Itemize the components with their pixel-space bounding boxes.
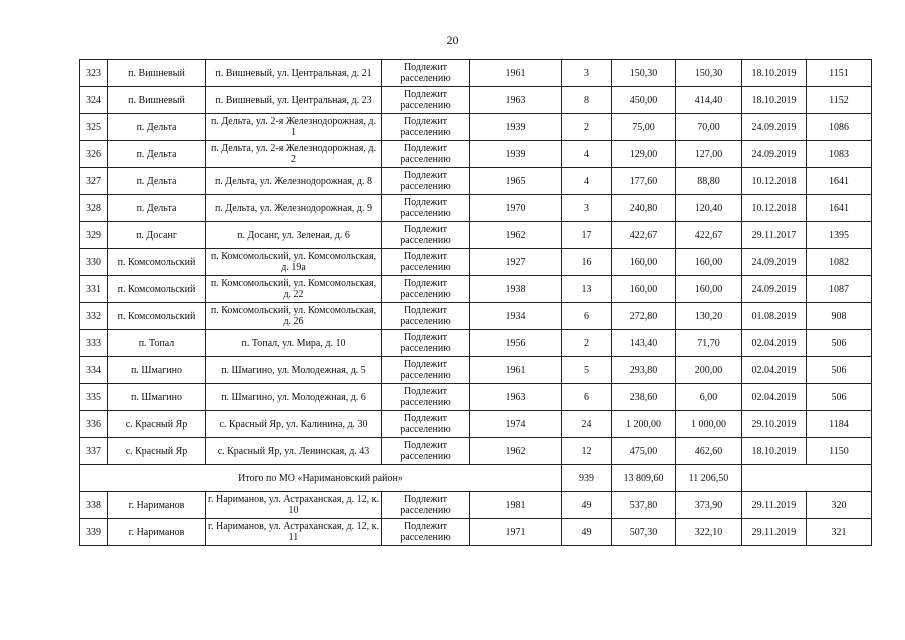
- year-cell: 1971: [470, 519, 562, 546]
- row-number: 336: [80, 411, 108, 438]
- row-number: 328: [80, 195, 108, 222]
- area-living-cell: 1 000,00: [676, 411, 742, 438]
- table-row: [80, 195, 872, 222]
- address-cell: с. Красный Яр, ул. Калинина, д. 30: [206, 411, 382, 438]
- settlement-cell: с. Красный Яр: [108, 411, 206, 438]
- date-cell: 24.09.2019: [742, 249, 807, 276]
- area-living-cell: 70,00: [676, 114, 742, 141]
- settlement-cell: с. Красный Яр: [108, 438, 206, 465]
- code-cell: 1082: [807, 249, 872, 276]
- table-row: [80, 384, 872, 411]
- area-total-cell: 75,00: [612, 114, 676, 141]
- status-cell: Подлежит расселению: [382, 114, 470, 141]
- date-cell: 18.10.2019: [742, 87, 807, 114]
- area-total-cell: 160,00: [612, 276, 676, 303]
- table-row: [80, 357, 872, 384]
- code-cell: 321: [807, 519, 872, 546]
- address-cell: с. Красный Яр, ул. Ленинская, д. 43: [206, 438, 382, 465]
- date-cell: 24.09.2019: [742, 141, 807, 168]
- area-total-cell: 177,60: [612, 168, 676, 195]
- status-cell: Подлежит расселению: [382, 141, 470, 168]
- date-cell: 10.12.2018: [742, 168, 807, 195]
- year-cell: 1962: [470, 222, 562, 249]
- code-cell: 1184: [807, 411, 872, 438]
- settlement-cell: г. Нариманов: [108, 519, 206, 546]
- address-cell: г. Нариманов, ул. Астраханская, д. 12, к. 11: [206, 519, 382, 546]
- status-cell: Подлежит расселению: [382, 330, 470, 357]
- code-cell: 1395: [807, 222, 872, 249]
- area-total-cell: 238,60: [612, 384, 676, 411]
- date-cell: 02.04.2019: [742, 357, 807, 384]
- summary-label: Итого по МО «Наримановский район»: [80, 465, 562, 492]
- status-cell: Подлежит расселению: [382, 303, 470, 330]
- residents-cell: 13: [562, 276, 612, 303]
- address-cell: п. Дельта, ул. 2-я Железнодорожная, д. 1: [206, 114, 382, 141]
- area-living-cell: 200,00: [676, 357, 742, 384]
- date-cell: 18.10.2019: [742, 60, 807, 87]
- table-summary: [80, 465, 872, 492]
- area-total-cell: 475,00: [612, 438, 676, 465]
- address-cell: п. Шмагино, ул. Молодежная, д. 5: [206, 357, 382, 384]
- area-total-cell: 537,80: [612, 492, 676, 519]
- date-cell: 02.04.2019: [742, 330, 807, 357]
- code-cell: 1641: [807, 168, 872, 195]
- table-row: [80, 87, 872, 114]
- settlement-cell: п. Шмагино: [108, 384, 206, 411]
- row-number: 324: [80, 87, 108, 114]
- area-total-cell: 272,80: [612, 303, 676, 330]
- address-cell: п. Вишневый, ул. Центральная, д. 23: [206, 87, 382, 114]
- table-row: [80, 519, 872, 546]
- residents-cell: 2: [562, 330, 612, 357]
- address-cell: г. Нариманов, ул. Астраханская, д. 12, к. 10: [206, 492, 382, 519]
- row-number: 332: [80, 303, 108, 330]
- row-number: 333: [80, 330, 108, 357]
- year-cell: 1965: [470, 168, 562, 195]
- row-number: 338: [80, 492, 108, 519]
- address-cell: п. Досанг, ул. Зеленая, д. 6: [206, 222, 382, 249]
- settlement-cell: п. Дельта: [108, 168, 206, 195]
- area-living-cell: 422,67: [676, 222, 742, 249]
- date-cell: 29.10.2019: [742, 411, 807, 438]
- residents-cell: 16: [562, 249, 612, 276]
- table-row: [80, 411, 872, 438]
- residents-cell: 24: [562, 411, 612, 438]
- residents-cell: 3: [562, 195, 612, 222]
- code-cell: 506: [807, 357, 872, 384]
- table-row: [80, 168, 872, 195]
- date-cell: 02.04.2019: [742, 384, 807, 411]
- residents-cell: 49: [562, 519, 612, 546]
- residents-cell: 17: [562, 222, 612, 249]
- summary-residents: 939: [562, 465, 612, 492]
- year-cell: 1974: [470, 411, 562, 438]
- residents-cell: 2: [562, 114, 612, 141]
- table-row: [80, 60, 872, 87]
- area-total-cell: 422,67: [612, 222, 676, 249]
- row-number: 331: [80, 276, 108, 303]
- settlement-cell: г. Нариманов: [108, 492, 206, 519]
- area-living-cell: 88,80: [676, 168, 742, 195]
- row-number: 339: [80, 519, 108, 546]
- date-cell: 29.11.2019: [742, 519, 807, 546]
- settlement-cell: п. Вишневый: [108, 87, 206, 114]
- table-row: [80, 492, 872, 519]
- residents-cell: 49: [562, 492, 612, 519]
- code-cell: 1150: [807, 438, 872, 465]
- address-cell: п. Вишневый, ул. Центральная, д. 21: [206, 60, 382, 87]
- status-cell: Подлежит расселению: [382, 411, 470, 438]
- summary-area-living: 11 206,50: [676, 465, 742, 492]
- area-living-cell: 414,40: [676, 87, 742, 114]
- area-living-cell: 373,90: [676, 492, 742, 519]
- year-cell: 1939: [470, 141, 562, 168]
- status-cell: Подлежит расселению: [382, 87, 470, 114]
- code-cell: 506: [807, 330, 872, 357]
- date-cell: 18.10.2019: [742, 438, 807, 465]
- area-total-cell: 150,30: [612, 60, 676, 87]
- summary-area-total: 13 809,60: [612, 465, 676, 492]
- address-cell: п. Шмагино, ул. Молодежная, д. 6: [206, 384, 382, 411]
- area-living-cell: 120,40: [676, 195, 742, 222]
- year-cell: 1962: [470, 438, 562, 465]
- year-cell: 1956: [470, 330, 562, 357]
- residents-cell: 6: [562, 303, 612, 330]
- address-cell: п. Комсомольский, ул. Комсомольская, д. 22: [206, 276, 382, 303]
- status-cell: Подлежит расселению: [382, 195, 470, 222]
- residents-cell: 4: [562, 141, 612, 168]
- year-cell: 1961: [470, 60, 562, 87]
- year-cell: 1963: [470, 87, 562, 114]
- table-row: [80, 141, 872, 168]
- settlement-cell: п. Дельта: [108, 114, 206, 141]
- area-living-cell: 322,10: [676, 519, 742, 546]
- date-cell: 29.11.2017: [742, 222, 807, 249]
- settlement-cell: п. Шмагино: [108, 357, 206, 384]
- table-row: [80, 276, 872, 303]
- code-cell: 1641: [807, 195, 872, 222]
- address-cell: п. Дельта, ул. 2-я Железнодорожная, д. 2: [206, 141, 382, 168]
- area-living-cell: 127,00: [676, 141, 742, 168]
- table-row: [80, 222, 872, 249]
- code-cell: 1151: [807, 60, 872, 87]
- row-number: 337: [80, 438, 108, 465]
- row-number: 330: [80, 249, 108, 276]
- area-living-cell: 462,60: [676, 438, 742, 465]
- code-cell: 1087: [807, 276, 872, 303]
- date-cell: 10.12.2018: [742, 195, 807, 222]
- address-cell: п. Комсомольский, ул. Комсомольская, д. 26: [206, 303, 382, 330]
- code-cell: 1086: [807, 114, 872, 141]
- year-cell: 1934: [470, 303, 562, 330]
- code-cell: 1152: [807, 87, 872, 114]
- date-cell: 29.11.2019: [742, 492, 807, 519]
- settlement-cell: п. Дельта: [108, 195, 206, 222]
- page-number: 20: [446, 33, 459, 47]
- row-number: 325: [80, 114, 108, 141]
- settlement-cell: п. Дельта: [108, 141, 206, 168]
- area-total-cell: 450,00: [612, 87, 676, 114]
- status-cell: Подлежит расселению: [382, 168, 470, 195]
- year-cell: 1970: [470, 195, 562, 222]
- area-total-cell: 293,80: [612, 357, 676, 384]
- status-cell: Подлежит расселению: [382, 276, 470, 303]
- residents-cell: 4: [562, 168, 612, 195]
- year-cell: 1939: [470, 114, 562, 141]
- status-cell: Подлежит расселению: [382, 519, 470, 546]
- date-cell: 01.08.2019: [742, 303, 807, 330]
- area-living-cell: 71,70: [676, 330, 742, 357]
- area-living-cell: 130,20: [676, 303, 742, 330]
- settlement-cell: п. Комсомольский: [108, 249, 206, 276]
- area-total-cell: 1 200,00: [612, 411, 676, 438]
- date-cell: 24.09.2019: [742, 114, 807, 141]
- status-cell: Подлежит расселению: [382, 357, 470, 384]
- row-number: 335: [80, 384, 108, 411]
- code-cell: 1083: [807, 141, 872, 168]
- year-cell: 1981: [470, 492, 562, 519]
- summary-row: [80, 465, 872, 492]
- table-row: [80, 303, 872, 330]
- address-cell: п. Дельта, ул. Железнодорожная, д. 9: [206, 195, 382, 222]
- residents-cell: 3: [562, 60, 612, 87]
- settlement-cell: п. Комсомольский: [108, 276, 206, 303]
- area-living-cell: 160,00: [676, 249, 742, 276]
- address-cell: п. Дельта, ул. Железнодорожная, д. 8: [206, 168, 382, 195]
- summary-empty-cell: [742, 465, 872, 492]
- code-cell: 320: [807, 492, 872, 519]
- table-body-after: [80, 492, 872, 546]
- area-total-cell: 129,00: [612, 141, 676, 168]
- year-cell: 1927: [470, 249, 562, 276]
- year-cell: 1963: [470, 384, 562, 411]
- date-cell: 24.09.2019: [742, 276, 807, 303]
- row-number: 323: [80, 60, 108, 87]
- year-cell: 1938: [470, 276, 562, 303]
- table-row: [80, 330, 872, 357]
- address-cell: п. Топал, ул. Мира, д. 10: [206, 330, 382, 357]
- year-cell: 1961: [470, 357, 562, 384]
- area-living-cell: 6,00: [676, 384, 742, 411]
- status-cell: Подлежит расселению: [382, 438, 470, 465]
- status-cell: Подлежит расселению: [382, 249, 470, 276]
- residents-cell: 6: [562, 384, 612, 411]
- address-cell: п. Комсомольский, ул. Комсомольская, д. 19а: [206, 249, 382, 276]
- area-living-cell: 160,00: [676, 276, 742, 303]
- settlement-cell: п. Вишневый: [108, 60, 206, 87]
- table-body-before: [80, 60, 872, 465]
- table-row: [80, 114, 872, 141]
- code-cell: 506: [807, 384, 872, 411]
- table-row: [80, 249, 872, 276]
- area-total-cell: 507,30: [612, 519, 676, 546]
- row-number: 329: [80, 222, 108, 249]
- code-cell: 908: [807, 303, 872, 330]
- settlement-cell: п. Комсомольский: [108, 303, 206, 330]
- settlement-cell: п. Досанг: [108, 222, 206, 249]
- row-number: 326: [80, 141, 108, 168]
- status-cell: Подлежит расселению: [382, 222, 470, 249]
- status-cell: Подлежит расселению: [382, 492, 470, 519]
- settlement-cell: п. Топал: [108, 330, 206, 357]
- residents-cell: 12: [562, 438, 612, 465]
- status-cell: Подлежит расселению: [382, 384, 470, 411]
- status-cell: Подлежит расселению: [382, 60, 470, 87]
- residents-cell: 8: [562, 87, 612, 114]
- row-number: 327: [80, 168, 108, 195]
- row-number: 334: [80, 357, 108, 384]
- area-total-cell: 160,00: [612, 249, 676, 276]
- area-living-cell: 150,30: [676, 60, 742, 87]
- housing-registry-table: [79, 59, 872, 546]
- area-total-cell: 143,40: [612, 330, 676, 357]
- table-row: [80, 438, 872, 465]
- residents-cell: 5: [562, 357, 612, 384]
- area-total-cell: 240,80: [612, 195, 676, 222]
